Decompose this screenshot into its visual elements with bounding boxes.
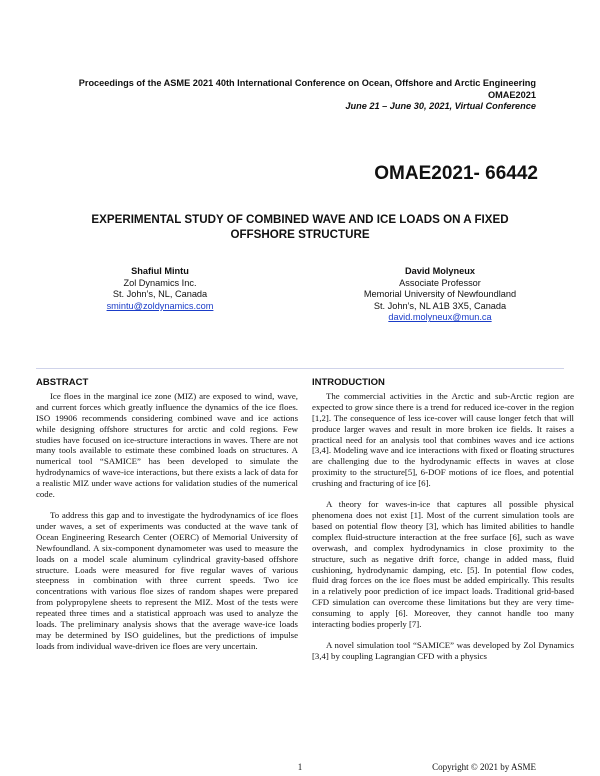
author-email-link[interactable]: smintu@zoldynamics.com <box>106 300 214 311</box>
copyright-notice: Copyright © 2021 by ASME <box>432 762 536 772</box>
author-location: St. John’s, NL, Canada <box>112 289 208 300</box>
author-location: St. John’s, NL A1B 3X5, Canada <box>373 300 507 311</box>
author-email-link[interactable]: david.molyneux@mun.ca <box>388 312 492 323</box>
author-affiliation: Zol Dynamics Inc. <box>123 277 197 288</box>
author-name: Shafiul Mintu <box>131 266 189 276</box>
conference-code: OMAE2021 <box>487 89 536 100</box>
section-divider <box>36 368 564 369</box>
author-title: Associate Professor <box>399 277 481 288</box>
abstract-heading: ABSTRACT <box>36 377 89 388</box>
author-block-1 <box>60 266 260 312</box>
introduction-section <box>312 378 574 672</box>
author-block-2 <box>320 266 560 324</box>
abstract-paragraph: Ice floes in the marginal ice zone (MIZ) are exposed to wind, wave, and current forces which greatly influence the dynamics of the ice floes. ISO 19906 recommends considering combined wave and ice actions while designing offshore structures for arctic and cold regions. Few studies have focused on ice-structure interactions in waves. There are not many tools available to estimate these combined loads on structures. A numerical tool “SAMICE” has been developed to simulate the hydrodynamics of wave-ice interactions, but there exists a lack of data for a realistic MIZ under wave actions for validation studies of the numerical code. <box>36 390 298 500</box>
abstract-paragraph: To address this gap and to investigate the hydrodynamics of ice floes under waves, a set of experiments was conducted at the wave tank of Ocean Engineering Research Center (OERC) of Memorial University of Newfoundland. A six-component dynamometer was used to measure the loads on a model scale aluminum cylindrical gravity-based offshore structure. Loads were measured for five regular waves of various steepness in combination with three current speeds. Two ice concentrations with various floe sizes of random shapes were prepared from polypropylene sheets to represent the MIZ. Most of the tests were repeated three times and a statistical approach was used to analyze the loads. The preliminary analysis shows that the average wave-ice loads may be determined by ISO guidelines, but the predictions of impulse loads from individual wave-driven ice floes are very uncertain. <box>36 509 298 651</box>
abstract-section <box>36 378 298 662</box>
author-name: David Molyneux <box>405 266 475 276</box>
paper-title: EXPERIMENTAL STUDY OF COMBINED WAVE AND ICE LOADS ON A FIXED OFFSHORE STRUCTURE <box>91 213 509 241</box>
conference-header <box>79 78 536 113</box>
paper-id: OMAE2021- 66442 <box>374 163 538 184</box>
introduction-paragraph: The commercial activities in the Arctic and sub-Arctic region are expected to grow since there is a trend for reduced ice-cover in the region [1,2]. The consequence of less ice-cover will cause longer fetch that will produce larger waves and result in more broken ice fields. It raises a practical need for an analysis tool that combines waves and ice actions [3,4]. Modeling wave and ice interactions with fixed or floating structures are challenging due to the hydrodynamic effects in waves at close proximity to the structure[5], 6-DOF motions of ice floes, and potential crushing and fracturing of ice [6]. <box>312 390 574 489</box>
introduction-paragraph: A novel simulation tool “SAMICE” was developed by Zol Dynamics [3,4] by coupling Lagrangian CFD with a physics <box>312 639 574 661</box>
author-affiliation: Memorial University of Newfoundland <box>363 289 517 300</box>
introduction-heading: INTRODUCTION <box>312 377 385 388</box>
page-number: 1 <box>297 762 303 772</box>
conference-dates: June 21 – June 30, 2021, Virtual Conference <box>345 101 536 112</box>
proceedings-line: Proceedings of the ASME 2021 40th International Conference on Ocean, Offshore and Arctic Engineering <box>78 78 536 88</box>
introduction-paragraph: A theory for waves-in-ice that captures all possible physical phenomena does not exist [1]. Most of the current simulation tools are based on potential flow theory [3], which has limited abilities to handle complex fluid-structure interaction at the free surface [6], such as wave overwash, and complex hydrodynamics in close proximity to the structure, such as negative drift force, change in added mass, fluid cushioning, hydrodynamic damping, etc. [5]. In potential flow codes, fluid drag forces on the ice floes must be added empirically. This results in a relatively poor prediction of ice impact loads. Traditional grid-based CFD simulation can overcome these limitations but they are very time-consuming to apply [6]. Moreover, they cannot handle too many interacting bodies properly [7]. <box>312 499 574 630</box>
